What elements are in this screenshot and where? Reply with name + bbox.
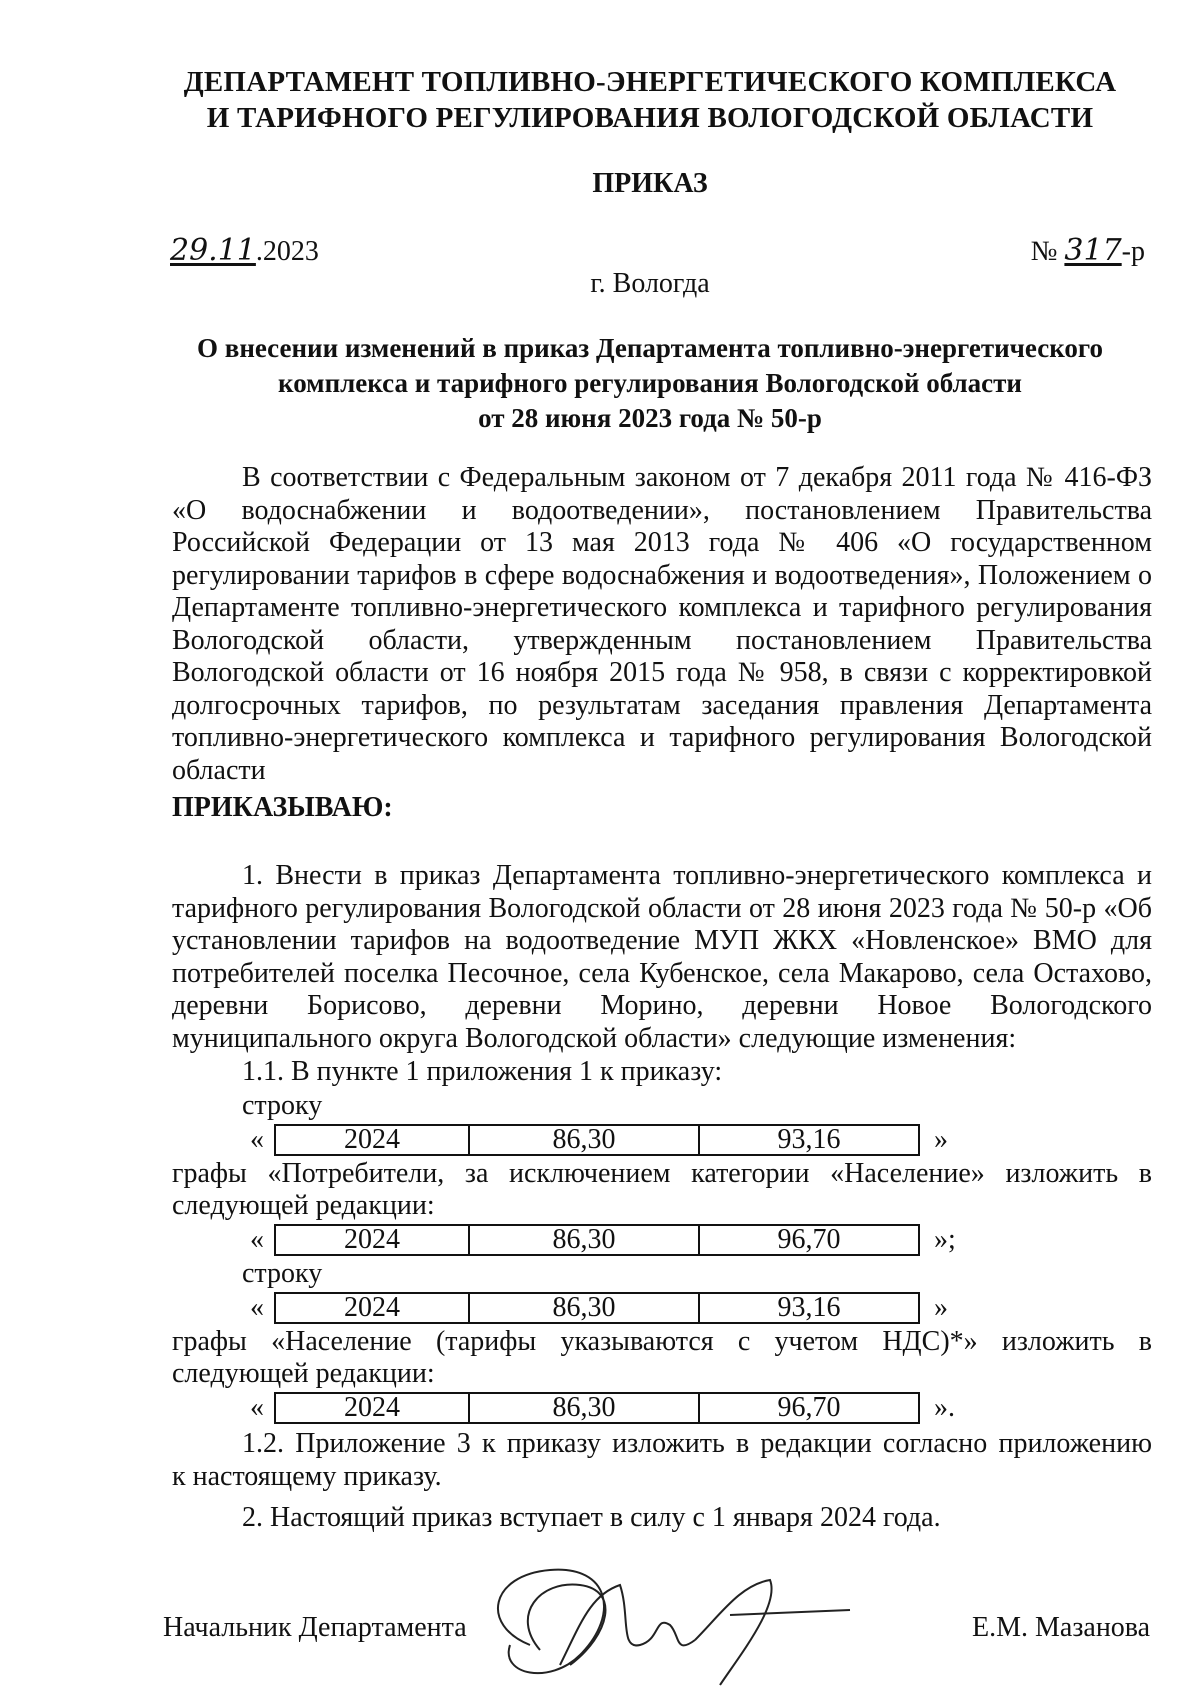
row-open-quote: « <box>250 1124 264 1155</box>
row-close-quote: ». <box>934 1392 955 1423</box>
date-handwritten: 29.11 <box>170 233 256 268</box>
grafy-2-line: графы «Население (тарифы указываются с учетом НДС)*» изложить в <box>172 1326 1152 1357</box>
row-close-quote: »; <box>934 1224 956 1255</box>
stroku-label-1: строку <box>242 1090 323 1121</box>
organization-line-1: ДЕПАРТАМЕНТ ТОПЛИВНО-ЭНЕРГЕТИЧЕСКОГО КОМПЛЕКСА <box>183 66 1117 98</box>
row-table <box>274 1124 920 1156</box>
row-open-quote: « <box>250 1292 264 1323</box>
cell-value-1: 86,30 <box>470 1126 700 1154</box>
cell-value-1: 86,30 <box>470 1226 700 1254</box>
order-word: ПРИКАЗЫВАЮ: <box>172 792 393 823</box>
document-number <box>1031 233 1145 268</box>
row-close-quote: » <box>934 1124 948 1155</box>
subject-line-1: О внесении изменений в приказ Департамента топливно-энергетического <box>196 333 1103 363</box>
cell-year: 2024 <box>276 1226 470 1254</box>
item-1-paragraph: 1. Внести в приказ Департамента топливно-энергетического комплекса и тарифного регулирования Вологодской области от 28 июня 2023 года № 50-р «Об установлении тарифов на водоотведение МУП ЖКХ «Новленское» ВМО для потребителей поселка Песочное, села Кубенское, села Макарово, села Остахово, деревни Борисово, деревни Морино, деревни Новое Вологодского муниципального округа Вологодской области» следующие изменения: <box>172 860 1152 1054</box>
cell-year: 2024 <box>276 1294 470 1322</box>
cell-value-1: 86,30 <box>470 1394 700 1422</box>
item-1-1: 1.1. В пункте 1 приложения 1 к приказу: <box>242 1056 723 1087</box>
number-prefix: № <box>1030 236 1058 267</box>
number-suffix: -р <box>1121 236 1145 267</box>
row-table <box>274 1224 920 1256</box>
cell-value-2: 96,70 <box>777 1224 841 1255</box>
date-year: .2023 <box>255 236 319 267</box>
cell-value-1: 86,30 <box>470 1294 700 1322</box>
cell-year: 2024 <box>276 1394 470 1422</box>
cell-year: 2024 <box>276 1126 470 1154</box>
subject-line-3: от 28 июня 2023 года № 50-р <box>478 403 822 433</box>
document-city: г. Вологда <box>590 268 710 299</box>
item-1-2-line-1: 1.2. Приложение 3 к приказу изложить в редакции согласно приложению <box>242 1428 1152 1459</box>
handwritten-signature <box>470 1555 890 1695</box>
number-handwritten: 317 <box>1064 233 1122 268</box>
subject-line-2: комплекса и тарифного регулирования Вологодской области <box>278 368 1022 398</box>
next-edition-1: следующей редакции: <box>172 1190 435 1221</box>
item-2: 2. Настоящий приказ вступает в силу с 1 января 2024 года. <box>242 1502 941 1533</box>
row-open-quote: « <box>250 1224 264 1255</box>
row-open-quote: « <box>250 1392 264 1423</box>
signatory-name: Е.М. Мазанова <box>972 1612 1151 1643</box>
grafy-1-line: графы «Потребители, за исключением категории «Население» изложить в <box>172 1158 1152 1189</box>
organization-name <box>150 64 1150 136</box>
cell-value-2: 93,16 <box>777 1124 841 1155</box>
cell-value-2: 96,70 <box>777 1392 841 1423</box>
document-type: ПРИКАЗ <box>592 168 708 199</box>
organization-line-2: И ТАРИФНОГО РЕГУЛИРОВАНИЯ ВОЛОГОДСКОЙ ОБЛАСТИ <box>206 102 1094 134</box>
row-close-quote: » <box>934 1292 948 1323</box>
cell-value-2: 93,16 <box>777 1292 841 1323</box>
row-table <box>274 1292 920 1324</box>
signatory-title: Начальник Департамента <box>163 1612 467 1643</box>
next-edition-2: следующей редакции: <box>172 1358 435 1389</box>
document-subject <box>150 331 1150 436</box>
document-date <box>170 233 319 268</box>
item-1-2-line-2: к настоящему приказу. <box>172 1461 442 1492</box>
row-table <box>274 1392 920 1424</box>
stroku-label-2: строку <box>242 1258 323 1289</box>
preamble-paragraph: В соответствии с Федеральным законом от 7 декабря 2011 года № 416-ФЗ «О водоснабжении и водоотведении», постановлением Правительства Российской Федерации от 13 мая 2013 года № 406 «О государственном регулировании тарифов в сфере водоснабжения и водоотведения», Положением о Департаменте топливно-энергетического комплекса и тарифного регулирования Вологодской области, утвержденным постановлением Правительства Вологодской области от 16 ноября 2015 года № 958, в связи с корректировкой долгосрочных тарифов, по результатам заседания правления Департамента топливно-энергетического комплекса и тарифного регулирования Вологодской области <box>172 462 1152 786</box>
